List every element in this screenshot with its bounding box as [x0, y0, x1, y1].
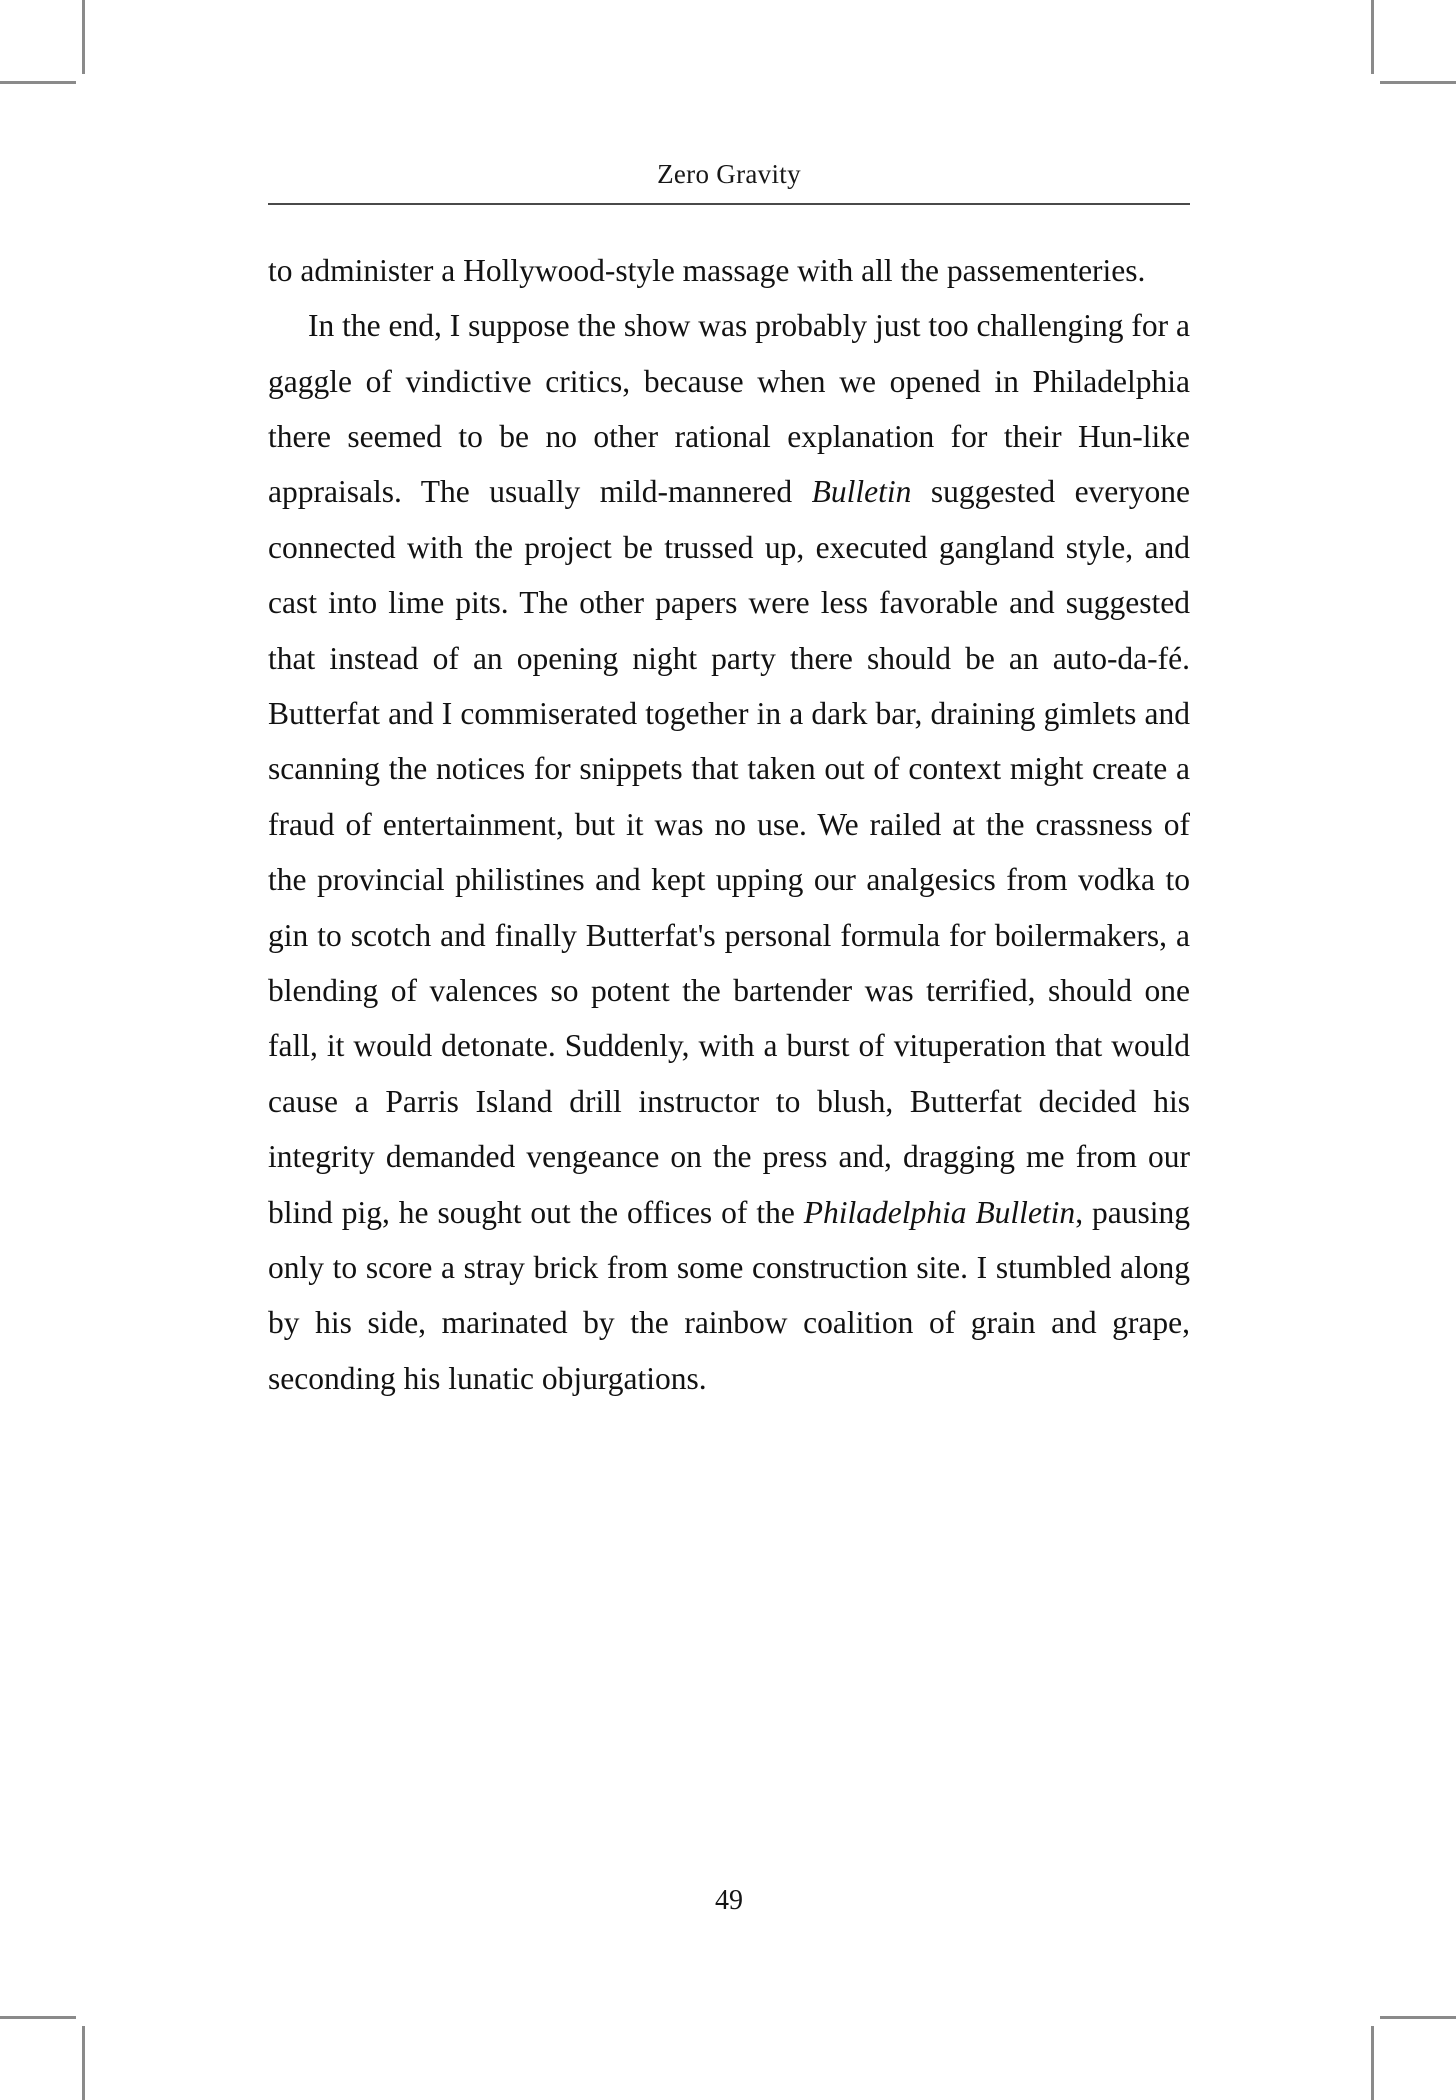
crop-mark-top-right-vertical	[1371, 0, 1374, 74]
crop-mark-top-left-horizontal	[0, 81, 76, 84]
crop-mark-top-right-horizontal	[1380, 81, 1456, 84]
italic-title: Philadelphia Bulletin	[803, 1194, 1076, 1230]
text-run: suggested everyone connected with the project be trussed up, executed gangland style, and cast into lime pits. The other papers were less favorable and suggested that instead of an opening night party there should be an auto-da-fé. Butterfat and I commiserated together in a dark bar, draining gimlets and scanning the notices for snippets that taken out of context might create a fraud of entertainment, but it was no use. We railed at the crassness of the provincial philistines and kept upping our analgesics from vodka to gin to scotch and finally Butterfat's personal formula for boilermakers, a blending of valences so potent the bartender was terrified, should one fall, it would detonate. Suddenly, with a burst of vituperation that would cause a Parris Island drill instructor to blush, Butterfat decided his integrity demanded vengeance on the press and, dragging me from our blind pig, he sought out the offices of the	[268, 474, 1191, 1230]
text-block	[268, 160, 1190, 1406]
crop-mark-top-left-vertical	[82, 0, 85, 74]
crop-mark-bottom-right-horizontal	[1380, 2016, 1456, 2019]
running-head-rule	[268, 203, 1190, 205]
body-copy	[268, 243, 1190, 1407]
text-run: to administer a Hollywood-style massage with all the passementeries.	[268, 252, 1146, 288]
crop-mark-bottom-left-vertical	[82, 2026, 85, 2100]
paragraph	[268, 298, 1190, 1406]
crop-mark-bottom-left-horizontal	[0, 2016, 76, 2019]
paragraph	[268, 243, 1190, 298]
text-run: , pausing only to score a stray brick from some construction site. I stumbled along by his side, marinated by the rainbow coalition of grain and grape, seconding his lunatic objurgations.	[268, 1194, 1191, 1396]
crop-mark-bottom-right-vertical	[1371, 2026, 1374, 2100]
running-head: Zero Gravity	[657, 159, 801, 189]
text-run: In the end, I suppose the show was probably just too challenging for a gaggle of vindictive critics, because when we opened in Philadelphia there seemed to be no other rational explanation for their Hun-like appraisals. The usually mild-mannered	[268, 308, 1190, 510]
italic-title: Bulletin	[811, 474, 912, 510]
page-number: 49	[715, 1885, 743, 1916]
